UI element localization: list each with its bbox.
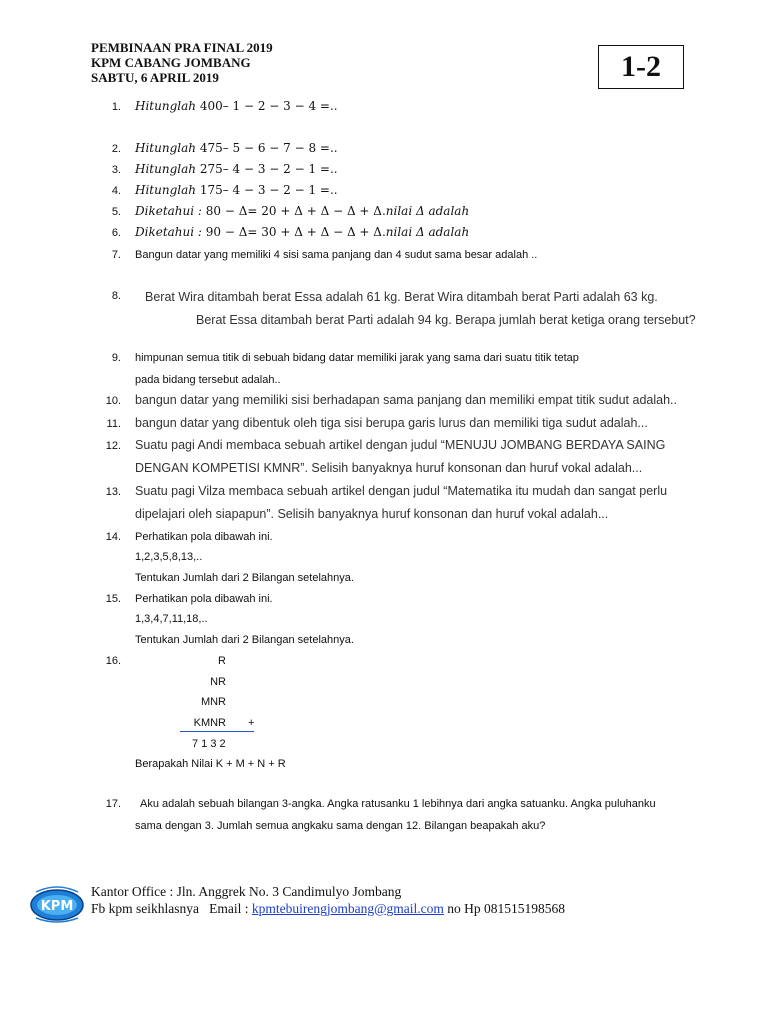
q16-row-2: NR [210,676,226,688]
q16-row-1: R [218,655,226,667]
q10-number: 10. [105,395,121,407]
q1-number: 1. [111,101,121,113]
q1-text [135,99,338,113]
q5-text [135,204,469,218]
q14-line-2: 1,2,3,5,8,13,.. [135,551,203,563]
footer-email-link[interactable]: kpmtebuirengjombang@gmail.com [251,901,444,916]
q13-number: 13. [105,486,121,498]
q8-line-2: Berat Essa ditambah berat Parti adalah 94 kg. Berapa jumlah berat ketiga orang tersebut? [196,313,696,327]
q16-sum-line [180,731,254,732]
q16-question: Berapakah Nilai K + M + N + R [135,758,286,770]
q3-text [135,162,338,176]
q17-number: 17. [105,798,121,810]
q9-line-2: pada bidang tersebut adalah.. [135,374,281,386]
q6-tail: nilai Δ adalah [385,225,470,239]
q16-result: 7 1 3 2 [192,738,226,750]
q14-line-1: Perhatikan pola dibawah ini. [135,531,273,543]
q8-number: 8. [111,290,121,302]
q8-line-1: Berat Wira ditambah berat Essa adalah 61 kg. Berat Wira ditambah berat Parti adalah 63 kg. [145,290,658,304]
q3-expr: 275– 4 − 3 − 2 − 1 =.. [199,162,338,176]
footer-fb: Fb kpm seikhlasnya Email : [91,901,252,916]
kpm-logo [28,884,86,924]
q15-number: 15. [105,593,121,605]
q2-expr: 475– 5 − 6 − 7 − 8 =.. [199,141,338,155]
header-line-3: SABTU, 6 APRIL 2019 [91,70,219,85]
q11-text: bangun datar yang dibentuk oleh tiga sisi berupa garis lurus dan memiliki tiga sudut adalah... [135,416,648,430]
footer-phone: no Hp 081515198568 [443,901,566,916]
footer-address: Kantor Office : Jln. Anggrek No. 3 Candimulyo Jombang [91,884,402,899]
q1-expr: 400– 1 − 2 − 3 − 4 =.. [199,99,338,113]
q4-word: Hitunglah [135,183,196,197]
q12-line-2: DENGAN KOMPETISI KMNR”. Selisih banyaknya huruf konsonan dan huruf vokal adalah... [135,461,643,475]
header-line-2: KPM CABANG JOMBANG [91,55,251,70]
q7-number: 7. [111,249,121,261]
q10-text: bangun datar yang memiliki sisi berhadapan sama panjang dan memiliki empat titik sudut adalah.. [135,393,677,407]
q6-text [135,225,469,239]
q4-number: 4. [111,185,121,197]
q7-text: Bangun datar yang memiliki 4 sisi sama panjang dan 4 sudut sama besar adalah .. [135,249,538,261]
kpm-logo-text: KPM [40,899,74,914]
q6-number: 6. [111,227,121,239]
q5-word: Diketahui : [135,204,202,218]
q13-line-2: dipelajari oleh siapapun”. Selisih banyaknya huruf konsonan dan huruf vokal adalah... [135,507,609,521]
q12-line-1: Suatu pagi Andi membaca sebuah artikel dengan judul “MENUJU JOMBANG BERDAYA SAING [135,438,666,452]
q11-number: 11. [106,418,121,430]
q2-text [135,141,338,155]
q3-number: 3. [111,164,121,176]
kpm-logo-icon [28,884,86,924]
q17-line-1: Aku adalah sebuah bilangan 3-angka. Angka ratusanku 1 lebihnya dari angka satuanku. Angka puluhanku [140,798,656,810]
q15-line-1: Perhatikan pola dibawah ini. [135,593,273,605]
q5-expr: 80 − Δ= 20 + Δ + Δ − Δ + Δ. [205,204,386,218]
q15-line-3: Tentukan Jumlah dari 2 Bilangan setelahnya. [135,634,354,646]
q15-line-2: 1,3,4,7,11,18,.. [135,613,208,625]
q9-line-1: himpunan semua titik di sebuah bidang datar memiliki jarak yang sama dari suatu titik tetap [135,352,579,364]
q16-number: 16. [105,655,121,667]
q2-number: 2. [111,143,121,155]
header-line-1: PEMBINAAN PRA FINAL 2019 [91,40,273,55]
q6-word: Diketahui : [135,225,202,239]
footer-contact [91,901,565,917]
q2-word: Hitunglah [135,141,196,155]
q9-number: 9. [111,352,121,364]
q14-line-3: Tentukan Jumlah dari 2 Bilangan setelahnya. [135,572,354,584]
q4-expr: 175– 4 − 3 − 2 − 1 =.. [199,183,338,197]
q13-line-1: Suatu pagi Vilza membaca sebuah artikel dengan judul “Matematika itu mudah dan sangat perlu [135,484,668,498]
q14-number: 14. [105,531,121,543]
q16-row-4: KMNR [193,717,226,729]
q5-number: 5. [111,206,121,218]
q4-text [135,183,338,197]
q16-plus-sign: + [248,717,255,729]
q1-word: Hitunglah [135,99,196,113]
q3-word: Hitunglah [135,162,196,176]
q5-tail: nilai Δ adalah [385,204,470,218]
q12-number: 12. [105,440,121,452]
sheet-code-box: 1-2 [598,45,684,89]
q6-expr: 90 − Δ= 30 + Δ + Δ − Δ + Δ. [205,225,386,239]
q17-line-2: sama dengan 3. Jumlah semua angkaku sama dengan 12. Bilangan beapakah aku? [135,820,546,832]
q16-row-3: MNR [200,696,226,708]
